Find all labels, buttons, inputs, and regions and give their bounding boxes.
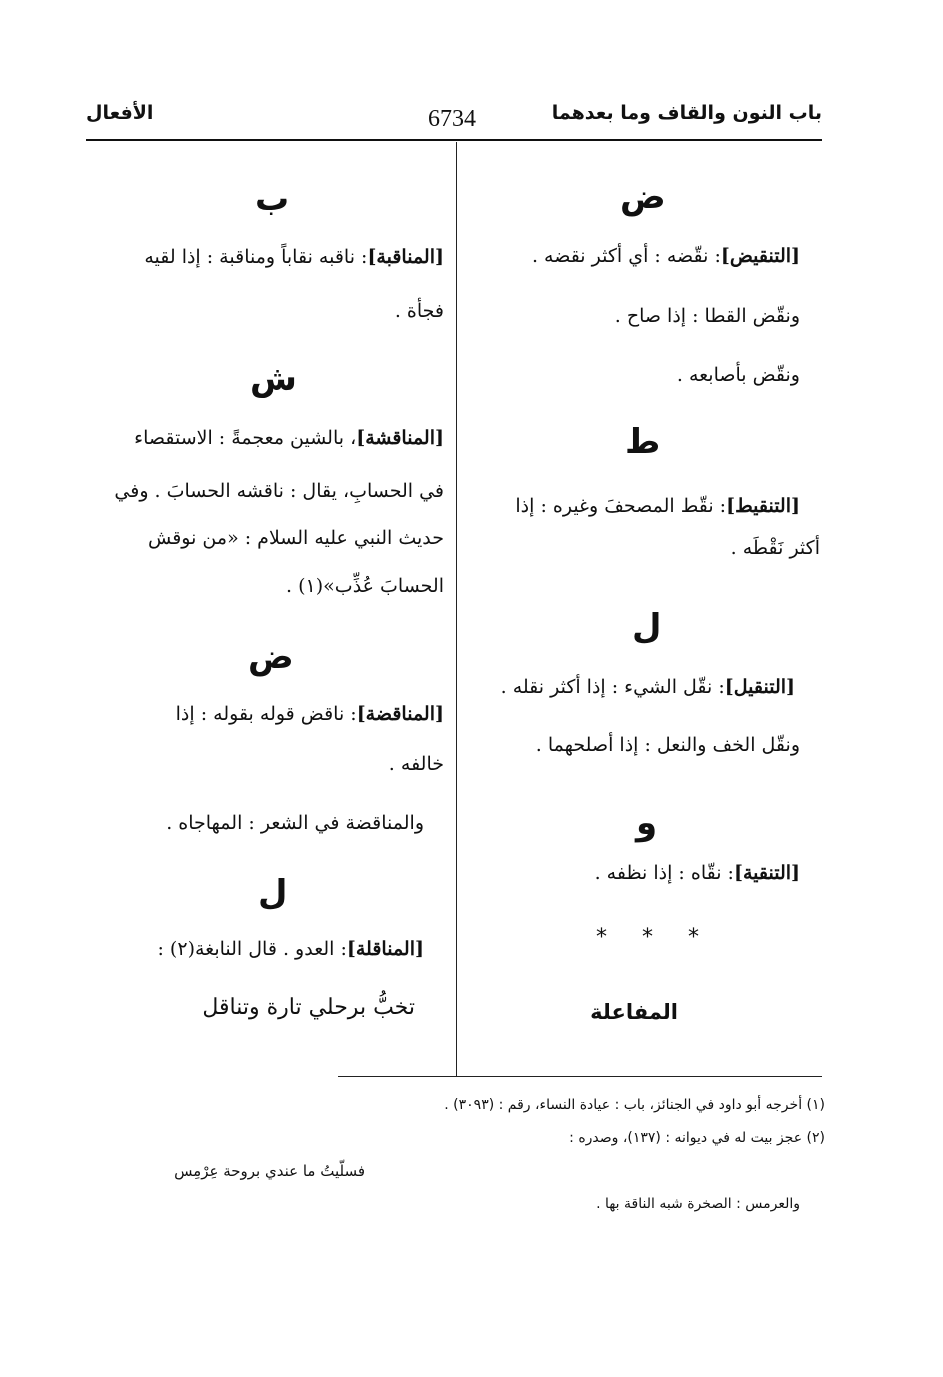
entry-line: [المناقبة]: ناقبه نقاباً ومناقبة : إذا لقيه <box>144 246 444 268</box>
letter-heading: ط <box>625 422 661 462</box>
entry-line: [المناقشة]، بالشين معجمةً : الاستقصاء <box>134 427 444 449</box>
entry-line: [المناقضة]: ناقض قوله بقوله : إذا <box>175 703 444 725</box>
chapter-title: باب النون والقاف وما بعدهما <box>551 102 822 124</box>
letter-heading: ل <box>258 873 288 913</box>
header-rule <box>86 139 822 141</box>
entry-line: [المناقلة]: العدو . قال النابغة(٢) : <box>157 938 424 960</box>
separator-stars: * * * <box>596 925 713 950</box>
letter-heading: ض <box>620 177 666 217</box>
verse-line: تخبُّ برحلي تارة وتناقل <box>202 995 415 1020</box>
footnote: (٢) عجز بيت له في ديوانه : (١٣٧)، وصدره : <box>569 1130 825 1146</box>
column-divider <box>456 142 457 1076</box>
letter-heading: ب <box>255 179 290 219</box>
page-header <box>86 100 822 140</box>
letter-heading: ض <box>248 637 294 677</box>
page-number: 6734 <box>428 106 476 132</box>
entry-line: ونقّض القطا : إذا صاح . <box>614 305 800 327</box>
section-heading: المفاعلة <box>590 1000 678 1024</box>
entry-line: [التنقيض]: نقّضه : أي أكثر نقضه . <box>531 245 800 267</box>
entry-line: [التنقيل]: نقّل الشيء : إذا أكثر نقله . <box>500 676 795 698</box>
entry-line: فجأة . <box>394 300 444 322</box>
letter-heading: ش <box>250 359 297 399</box>
footnote: والعرمس : الصخرة شبه الناقة بها . <box>596 1196 800 1212</box>
footnote-rule <box>338 1076 822 1077</box>
entry-line: ونقّل الخف والنعل : إذا أصلحهما . <box>535 734 800 756</box>
entry-line: حديث النبي عليه السلام : «من نوقش <box>147 527 444 549</box>
entry-line: الحسابَ عُذِّب»(١) . <box>286 575 444 597</box>
entry-line: أكثر نَقْطَه . <box>730 537 820 559</box>
entry-line: ونقّض بأصابعه . <box>676 364 800 386</box>
letter-heading: و <box>636 803 658 843</box>
footnote-verse: فسلّيتُ ما عندي بروحة عِرْمِس <box>174 1162 365 1180</box>
footnote: (١) أخرجه أبو داود في الجنائز، باب : عيادة النساء، رقم : (٣٠٩٣) . <box>444 1097 825 1113</box>
section-title: الأفعال <box>86 102 154 124</box>
letter-heading: ل <box>632 607 662 647</box>
entry-line: [التنقية]: نقّاه : إذا نظفه . <box>594 862 800 884</box>
entry-line: في الحسابِ، يقال : ناقشه الحسابَ . وفي <box>114 480 444 502</box>
entry-line: [التنقيط]: نقّط المصحفَ وغيره : إذا <box>515 495 800 517</box>
entry-line: خالفه . <box>388 753 444 775</box>
entry-line: والمناقضة في الشعر : المهاجاه . <box>166 812 424 834</box>
